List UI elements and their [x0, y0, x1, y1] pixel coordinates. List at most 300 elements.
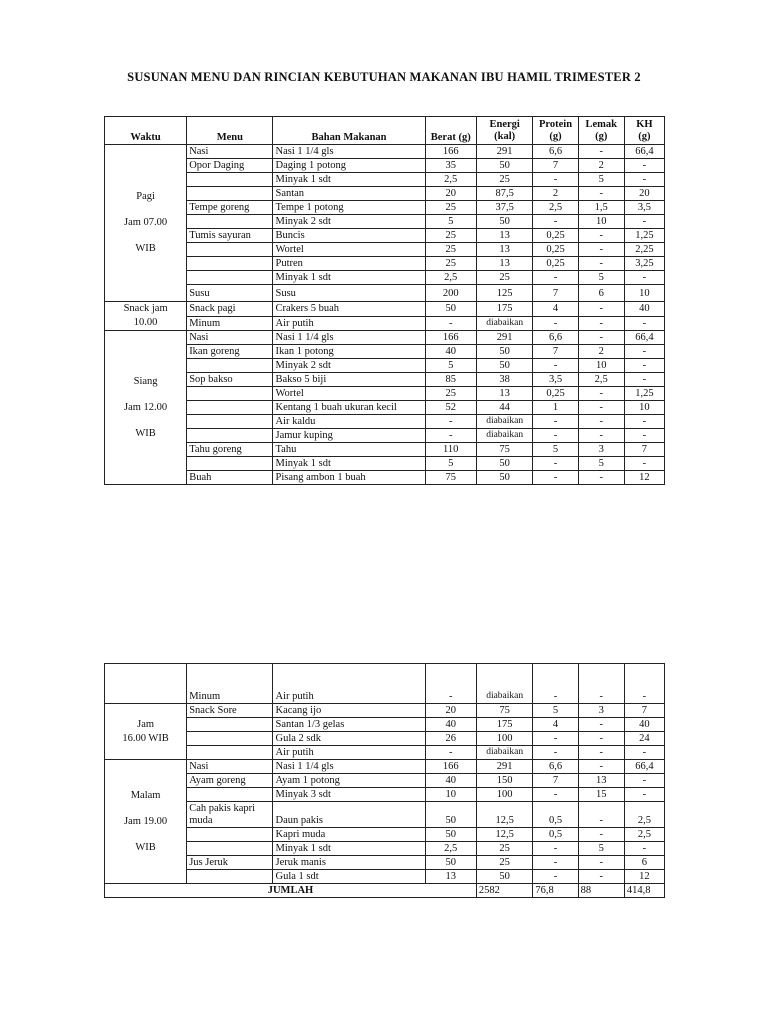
table-row: [105, 145, 665, 159]
total-fat: 88: [578, 884, 624, 898]
ingredient-cell: Gula 2 sdk: [273, 732, 425, 746]
ingredient-cell: Minyak 2 sdt: [273, 215, 425, 229]
energy-cell: 291: [476, 331, 533, 345]
energy-cell: diabaikan: [476, 415, 533, 429]
menu-cell: [187, 415, 273, 429]
time-label-line: Jam: [137, 718, 155, 730]
menu-table-page-1: [104, 116, 665, 485]
weight-cell: 40: [425, 718, 476, 732]
time-gap: [107, 204, 184, 216]
menu-cell: Sop bakso: [187, 373, 273, 387]
protein-cell: 5: [533, 704, 578, 718]
table-row: [105, 229, 665, 243]
table-header-row: [105, 117, 665, 145]
table-row: [105, 316, 665, 331]
energy-cell: 12,5: [476, 828, 533, 842]
fat-cell: -: [578, 429, 624, 443]
ingredient-cell: Minyak 1 sdt: [273, 173, 425, 187]
fat-cell: -: [578, 415, 624, 429]
header-lemak-line1: Lemak: [585, 118, 617, 130]
fat-cell: -: [578, 257, 624, 271]
weight-cell: -: [425, 415, 476, 429]
energy-cell: 13: [476, 243, 533, 257]
menu-cell: Susu: [187, 285, 273, 302]
carb-cell: -: [624, 316, 664, 331]
protein-cell: -: [533, 856, 578, 870]
weight-cell: 25: [425, 201, 476, 215]
menu-cell: Tempe goreng: [187, 201, 273, 215]
weight-cell: -: [425, 746, 476, 760]
menu-cell: Minum: [187, 316, 273, 331]
weight-cell: 2,5: [425, 173, 476, 187]
menu-cell: [187, 457, 273, 471]
fat-cell: 5: [578, 842, 624, 856]
energy-cell: 50: [476, 471, 533, 485]
fat-cell: 3: [578, 443, 624, 457]
fat-cell: 10: [578, 359, 624, 373]
fat-cell: -: [578, 856, 624, 870]
energy-cell: 12,5: [476, 802, 533, 828]
table-row: [105, 187, 665, 201]
ingredient-cell: Daun pakis: [273, 802, 425, 828]
carb-cell: 12: [624, 471, 664, 485]
energy-cell: 291: [476, 145, 533, 159]
table-row: [105, 345, 665, 359]
table-row: [105, 215, 665, 229]
time-gap: [107, 389, 184, 401]
menu-cell: [187, 387, 273, 401]
total-carb: 414,8: [624, 884, 664, 898]
weight-cell: 40: [425, 345, 476, 359]
total-label: JUMLAH: [105, 884, 477, 898]
energy-cell: 50: [476, 159, 533, 173]
protein-cell: 2,5: [533, 201, 578, 215]
table-row: [105, 870, 665, 884]
energy-cell: 13: [476, 229, 533, 243]
fat-cell: -: [578, 316, 624, 331]
menu-cell: [187, 271, 273, 285]
fat-cell: -: [578, 387, 624, 401]
time-label-line: Pagi: [136, 191, 155, 202]
fat-cell: 5: [578, 173, 624, 187]
time-label-line: 16.00 WIB: [122, 732, 169, 744]
table-row: [105, 457, 665, 471]
menu-cell: Snack Sore: [187, 704, 273, 718]
table-row: [105, 415, 665, 429]
protein-cell: -: [533, 271, 578, 285]
fat-cell: -: [578, 302, 624, 317]
ingredient-cell: Nasi 1 1/4 gls: [273, 145, 425, 159]
ingredient-cell: Daging 1 potong: [273, 159, 425, 173]
protein-cell: 7: [533, 159, 578, 173]
table-row: [105, 760, 665, 774]
weight-cell: -: [425, 316, 476, 331]
table-row: [105, 302, 665, 317]
fat-cell: -: [578, 760, 624, 774]
energy-cell: 50: [476, 215, 533, 229]
carb-cell: 1,25: [624, 229, 664, 243]
energy-cell: 175: [476, 302, 533, 317]
carb-cell: -: [624, 345, 664, 359]
ingredient-cell: Air putih: [273, 664, 425, 704]
header-menu: Menu: [187, 117, 273, 145]
header-waktu: Waktu: [105, 117, 187, 145]
weight-cell: -: [425, 664, 476, 704]
table-row: [105, 201, 665, 215]
time-label-line: Snack jam: [123, 303, 168, 314]
carb-cell: 24: [624, 732, 664, 746]
ingredient-cell: Pisang ambon 1 buah: [273, 471, 425, 485]
menu-cell: [187, 788, 273, 802]
menu-cell: [187, 718, 273, 732]
menu-table-page-2: [104, 663, 665, 898]
protein-cell: 1: [533, 401, 578, 415]
menu-cell: Opor Daging: [187, 159, 273, 173]
header-kh-line1: KH: [636, 118, 653, 130]
fat-cell: 2,5: [578, 373, 624, 387]
weight-cell: 5: [425, 359, 476, 373]
header-energi-line2: (kal): [494, 130, 516, 142]
ingredient-cell: Putren: [273, 257, 425, 271]
table-row: [105, 429, 665, 443]
carb-cell: 6: [624, 856, 664, 870]
table-row: [105, 373, 665, 387]
time-gap: [107, 803, 184, 815]
table-row: [105, 271, 665, 285]
time-label-line: WIB: [135, 243, 156, 254]
energy-cell: 75: [476, 704, 533, 718]
header-kh: [624, 117, 664, 145]
table-row: [105, 774, 665, 788]
menu-cell: [187, 257, 273, 271]
carb-cell: 2,5: [624, 802, 664, 828]
carb-cell: -: [624, 664, 664, 704]
table-row: [105, 842, 665, 856]
protein-cell: 4: [533, 302, 578, 317]
menu-cell: [187, 842, 273, 856]
protein-cell: -: [533, 746, 578, 760]
menu-cell: [187, 243, 273, 257]
weight-cell: 166: [425, 331, 476, 345]
weight-cell: 166: [425, 760, 476, 774]
ingredient-cell: Wortel: [273, 243, 425, 257]
time-cell-sore: [105, 704, 187, 760]
carb-cell: -: [624, 215, 664, 229]
table-row: [105, 173, 665, 187]
fat-cell: -: [578, 229, 624, 243]
energy-cell: 175: [476, 718, 533, 732]
carb-cell: 40: [624, 302, 664, 317]
table-row: [105, 732, 665, 746]
ingredient-cell: Buncis: [273, 229, 425, 243]
energy-cell: diabaikan: [476, 429, 533, 443]
fat-cell: 15: [578, 788, 624, 802]
header-kh-line2: (g): [638, 130, 651, 142]
carb-cell: 7: [624, 443, 664, 457]
time-gap: [107, 415, 184, 427]
carb-cell: 20: [624, 187, 664, 201]
weight-cell: 25: [425, 387, 476, 401]
protein-cell: 7: [533, 345, 578, 359]
weight-cell: 20: [425, 704, 476, 718]
protein-cell: 6,6: [533, 760, 578, 774]
protein-cell: -: [533, 471, 578, 485]
table-row: [105, 243, 665, 257]
fat-cell: 6: [578, 285, 624, 302]
protein-cell: -: [533, 457, 578, 471]
menu-cell: [187, 173, 273, 187]
ingredient-cell: Minyak 1 sdt: [273, 457, 425, 471]
ingredient-cell: Crakers 5 buah: [273, 302, 425, 317]
energy-cell: 125: [476, 285, 533, 302]
energy-cell: 25: [476, 271, 533, 285]
protein-cell: -: [533, 359, 578, 373]
energy-cell: 13: [476, 257, 533, 271]
weight-cell: 85: [425, 373, 476, 387]
ingredient-cell: Kacang ijo: [273, 704, 425, 718]
carb-cell: -: [624, 842, 664, 856]
carb-cell: 2,5: [624, 828, 664, 842]
protein-cell: -: [533, 429, 578, 443]
energy-cell: 38: [476, 373, 533, 387]
protein-cell: 2: [533, 187, 578, 201]
ingredient-cell: Air kaldu: [273, 415, 425, 429]
weight-cell: 5: [425, 215, 476, 229]
fat-cell: 10: [578, 215, 624, 229]
carb-cell: -: [624, 457, 664, 471]
document-title: SUSUNAN MENU DAN RINCIAN KEBUTUHAN MAKANAN IBU HAMIL TRIMESTER 2: [127, 70, 641, 84]
time-label-line: Jam 07.00: [124, 217, 168, 228]
carb-cell: -: [624, 159, 664, 173]
energy-cell: 13: [476, 387, 533, 401]
protein-cell: 0,5: [533, 828, 578, 842]
protein-cell: 3,5: [533, 373, 578, 387]
header-lemak-line2: (g): [595, 130, 608, 142]
header-energi: [476, 117, 533, 145]
time-label-line: WIB: [135, 427, 156, 439]
fat-cell: -: [578, 870, 624, 884]
time-gap: [107, 829, 184, 841]
fat-cell: -: [578, 331, 624, 345]
carb-cell: -: [624, 746, 664, 760]
menu-cell: [187, 746, 273, 760]
time-cell-siang: [105, 331, 187, 485]
carb-cell: -: [624, 359, 664, 373]
carb-cell: -: [624, 774, 664, 788]
protein-cell: 4: [533, 718, 578, 732]
protein-cell: -: [533, 664, 578, 704]
carb-cell: 1,25: [624, 387, 664, 401]
menu-cell: Buah: [187, 471, 273, 485]
protein-cell: 6,6: [533, 331, 578, 345]
weight-cell: 25: [425, 229, 476, 243]
menu-cell: Nasi: [187, 760, 273, 774]
header-bahan: Bahan Makanan: [273, 117, 425, 145]
menu-cell: [187, 215, 273, 229]
total-protein: 76,8: [533, 884, 578, 898]
weight-cell: 50: [425, 856, 476, 870]
energy-cell: 100: [476, 732, 533, 746]
ingredient-cell: Susu: [273, 285, 425, 302]
fat-cell: -: [578, 243, 624, 257]
energy-cell: diabaikan: [476, 316, 533, 331]
weight-cell: 10: [425, 788, 476, 802]
table-row: [105, 257, 665, 271]
weight-cell: 40: [425, 774, 476, 788]
protein-cell: -: [533, 788, 578, 802]
carb-cell: -: [624, 173, 664, 187]
protein-cell: -: [533, 215, 578, 229]
fat-cell: -: [578, 145, 624, 159]
ingredient-cell: Bakso 5 biji: [273, 373, 425, 387]
table-row: [105, 387, 665, 401]
ingredient-cell: Gula 1 sdt: [273, 870, 425, 884]
energy-cell: 50: [476, 457, 533, 471]
table-row: [105, 788, 665, 802]
energy-cell: 291: [476, 760, 533, 774]
fat-cell: 2: [578, 159, 624, 173]
menu-cell: Tumis sayuran: [187, 229, 273, 243]
carb-cell: 66,4: [624, 145, 664, 159]
menu-cell: Minum: [187, 664, 273, 704]
table-row: [105, 443, 665, 457]
carb-cell: 3,25: [624, 257, 664, 271]
table-row: [105, 828, 665, 842]
time-label-line: Malam: [130, 789, 161, 801]
ingredient-cell: Air putih: [273, 316, 425, 331]
menu-cell: [187, 732, 273, 746]
protein-cell: 5: [533, 443, 578, 457]
time-label-line: Jam 19.00: [124, 815, 168, 827]
menu-cell: Tahu goreng: [187, 443, 273, 457]
carb-cell: -: [624, 373, 664, 387]
weight-cell: -: [425, 429, 476, 443]
ingredient-cell: Minyak 2 sdt: [273, 359, 425, 373]
time-label-line: WIB: [135, 841, 156, 853]
fat-cell: 5: [578, 271, 624, 285]
menu-cell: Ikan goreng: [187, 345, 273, 359]
table-body-page-1: [105, 145, 665, 485]
energy-cell: 100: [476, 788, 533, 802]
ingredient-cell: Nasi 1 1/4 gls: [273, 760, 425, 774]
energy-cell: 25: [476, 856, 533, 870]
energy-cell: diabaikan: [476, 746, 533, 760]
energy-cell: diabaikan: [476, 664, 533, 704]
time-cell-pagi: [105, 145, 187, 302]
time-label-line: 10.00: [133, 317, 158, 328]
carb-cell: 3,5: [624, 201, 664, 215]
carb-cell: -: [624, 415, 664, 429]
carb-cell: 40: [624, 718, 664, 732]
ingredient-cell: Wortel: [273, 387, 425, 401]
fat-cell: 2: [578, 345, 624, 359]
fat-cell: -: [578, 828, 624, 842]
table-row: [105, 704, 665, 718]
carb-cell: 2,25: [624, 243, 664, 257]
menu-cell: [187, 429, 273, 443]
fat-cell: -: [578, 746, 624, 760]
protein-cell: 0,25: [533, 387, 578, 401]
total-row: [105, 884, 665, 898]
fat-cell: -: [578, 718, 624, 732]
time-cell-empty: [105, 664, 187, 704]
table-row: [105, 331, 665, 345]
table-body-page-2: [105, 664, 665, 898]
header-protein: [533, 117, 578, 145]
weight-cell: 2,5: [425, 842, 476, 856]
ingredient-cell: Jamur kuping: [273, 429, 425, 443]
weight-cell: 50: [425, 302, 476, 317]
ingredient-cell: Minyak 1 sdt: [273, 842, 425, 856]
time-label-line: Jam 12.00: [124, 401, 168, 413]
protein-cell: -: [533, 173, 578, 187]
carb-cell: 10: [624, 285, 664, 302]
carb-cell: 7: [624, 704, 664, 718]
fat-cell: 5: [578, 457, 624, 471]
protein-cell: -: [533, 415, 578, 429]
table-row: [105, 664, 665, 704]
protein-cell: 6,6: [533, 145, 578, 159]
weight-cell: 25: [425, 243, 476, 257]
fat-cell: 1,5: [578, 201, 624, 215]
protein-cell: 0,5: [533, 802, 578, 828]
header-energi-line1: Energi: [489, 118, 520, 130]
protein-cell: 0,25: [533, 243, 578, 257]
menu-cell: [187, 828, 273, 842]
table-row: [105, 856, 665, 870]
ingredient-cell: Kentang 1 buah ukuran kecil: [273, 401, 425, 415]
weight-cell: 75: [425, 471, 476, 485]
energy-cell: 50: [476, 359, 533, 373]
menu-cell: [187, 401, 273, 415]
protein-cell: -: [533, 870, 578, 884]
table-row: [105, 401, 665, 415]
carb-cell: 66,4: [624, 760, 664, 774]
header-berat: Berat (g): [425, 117, 476, 145]
carb-cell: 10: [624, 401, 664, 415]
protein-cell: -: [533, 842, 578, 856]
menu-cell: Jus Jeruk: [187, 856, 273, 870]
time-label-line: Siang: [133, 375, 158, 387]
menu-cell: Ayam goreng: [187, 774, 273, 788]
energy-cell: 25: [476, 842, 533, 856]
menu-cell: [187, 187, 273, 201]
header-protein-line1: Protein: [538, 118, 573, 130]
carb-cell: -: [624, 788, 664, 802]
protein-cell: -: [533, 732, 578, 746]
time-gap: [107, 230, 184, 242]
weight-cell: 35: [425, 159, 476, 173]
energy-cell: 25: [476, 173, 533, 187]
weight-cell: 110: [425, 443, 476, 457]
table-row: [105, 802, 665, 828]
ingredient-cell: Santan 1/3 gelas: [273, 718, 425, 732]
weight-cell: 5: [425, 457, 476, 471]
weight-cell: 52: [425, 401, 476, 415]
protein-cell: 7: [533, 774, 578, 788]
protein-cell: 0,25: [533, 257, 578, 271]
ingredient-cell: Tempe 1 potong: [273, 201, 425, 215]
weight-cell: 2,5: [425, 271, 476, 285]
ingredient-cell: Kapri muda: [273, 828, 425, 842]
weight-cell: 166: [425, 145, 476, 159]
carb-cell: 12: [624, 870, 664, 884]
weight-cell: 20: [425, 187, 476, 201]
fat-cell: -: [578, 471, 624, 485]
table-row: [105, 285, 665, 302]
menu-cell: Snack pagi: [187, 302, 273, 317]
weight-cell: 50: [425, 802, 476, 828]
